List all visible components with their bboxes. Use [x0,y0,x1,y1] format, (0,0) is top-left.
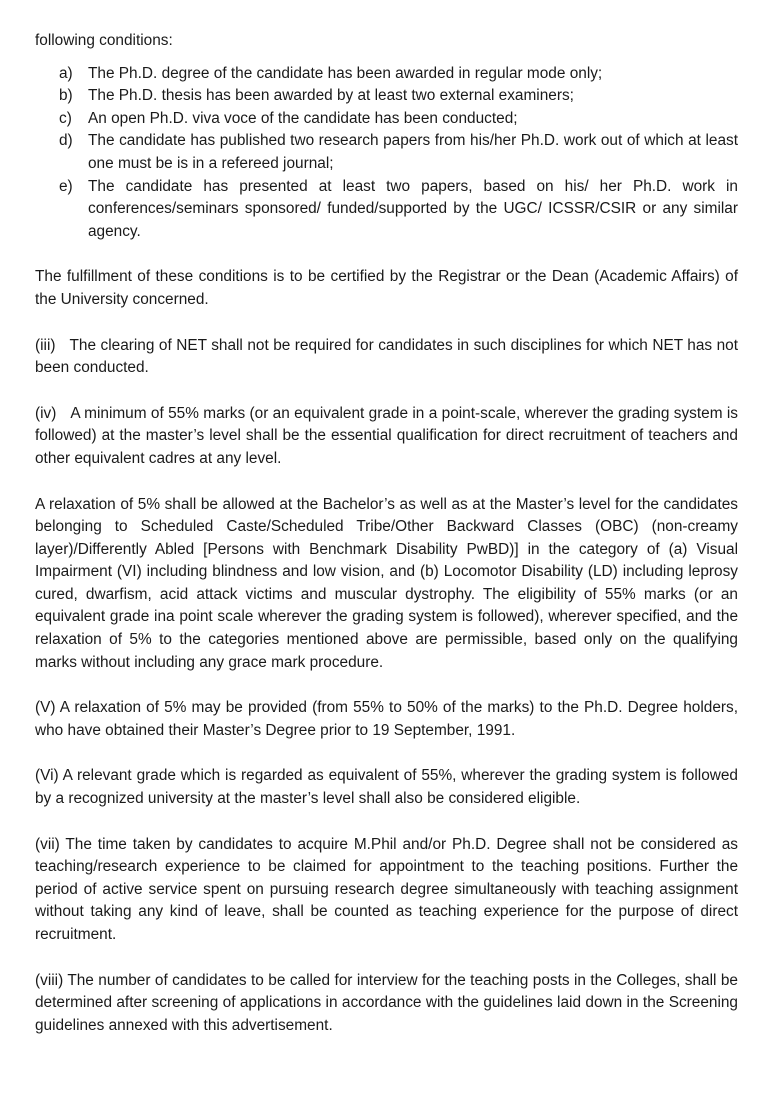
condition-text: The Ph.D. thesis has been awarded by at least two external examiners; [88,87,574,105]
paragraph-v: (V) A relaxation of 5% may be provided (from 55% to 50% of the marks) to the Ph.D. Degree holders, who have obtained their Master’s Degree prior to 19 September, 1991. [35,699,738,739]
condition-item [35,108,738,131]
condition-item [35,63,738,86]
paragraph-vi: (Vi) A relevant grade which is regarded as equivalent of 55%, wherever the grading system is followed by a recognized university at the master’s level shall also be considered eligible. [35,767,738,808]
condition-text: The candidate has presented at least two papers, based on his/ her Ph.D. work in conferences/seminars sponsored/ funded/supported by the UGC/ ICSSR/CSIR or any similar agency. [88,177,738,240]
condition-item [35,176,738,244]
conditions-list [35,63,738,244]
condition-text: The Ph.D. degree of the candidate has been awarded in regular mode only; [88,64,603,82]
condition-item [35,130,738,175]
paragraph-number: (iv) [35,404,57,422]
condition-text: The candidate has published two research papers from his/her Ph.D. work out of which at least one must be is in a refereed journal; [88,132,738,172]
relaxation-paragraph: A relaxation of 5% shall be allowed at the Bachelor’s as well as at the Master’s level for the candidates belonging to Scheduled Caste/Scheduled Tribe/Other Backward Classes (OBC) (non-creamy layer)/Differently Abled [Persons with Benchmark Disability PwBD)] in the category of (a) Visual Impairment (VI) including blindness and low vision, and (b) Locomotor Disability (LD) including leprosy cured, dwarfism, acid attack victims and muscular dystrophy. The eligibility of 55% marks (or an equivalent grade ina point scale wherever the grading system is followed), wherever specified, and the relaxation of 5% to the categories mentioned above are permissible, based only on the qualifying marks without including any grace mark procedure. [35,495,738,671]
paragraph-text: The clearing of NET shall not be required for candidates in such disciplines for which NET has not been conducted. [35,336,738,377]
certification-paragraph: The fulfillment of these conditions is to be certified by the Registrar or the Dean (Academic Affairs) of the University concerned. [35,268,738,308]
condition-item [35,85,738,108]
condition-letter: e) [59,177,73,195]
paragraph-number: (iii) [35,336,56,354]
condition-letter: b) [59,87,73,105]
paragraph-viii: (viii) The number of candidates to be called for interview for the teaching posts in the Colleges, shall be determined after screening of applications in accordance with the guidelines laid down in the Screening guidelines annexed with this advertisement. [35,971,738,1034]
condition-text: An open Ph.D. viva voce of the candidate has been conducted; [88,109,518,127]
condition-letter: a) [59,64,73,82]
paragraph-iv [35,403,738,471]
paragraph-iii [35,335,738,380]
condition-letter: c) [59,109,72,127]
paragraph-vii: (vii) The time taken by candidates to acquire M.Phil and/or Ph.D. Degree shall not be considered as teaching/research experience to be claimed for appointment to the teaching positions. Further the period of active service spent on pursuing research degree simultaneously with teaching assignment without taking any kind of leave, shall be counted as teaching experience for the purpose of direct recruitment. [35,835,738,943]
intro-text: following conditions: [35,32,173,49]
paragraph-text: A minimum of 55% marks (or an equivalent grade in a point-scale, wherever the grading system is followed) at the master’s level shall be the essential qualification for direct recruitment of teachers and other equivalent cadres at any level. [35,404,738,467]
condition-letter: d) [59,132,73,150]
